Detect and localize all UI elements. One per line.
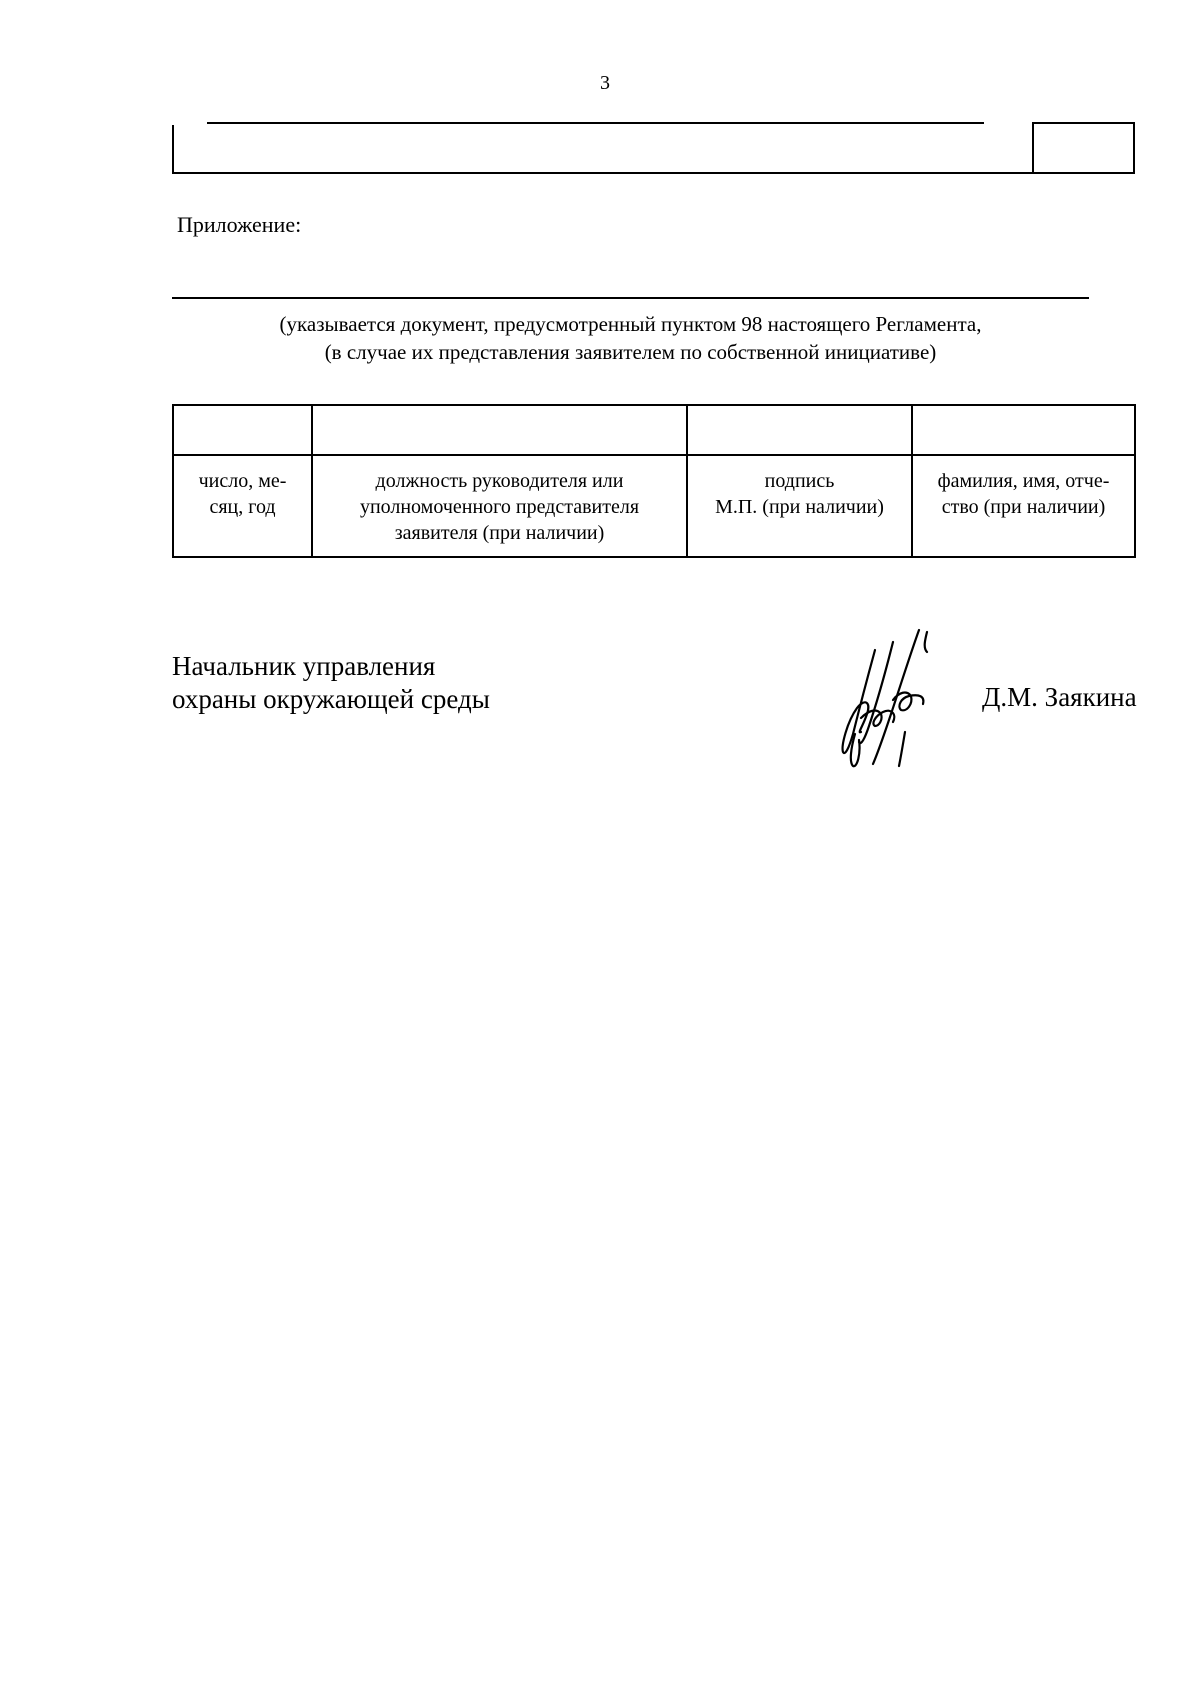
position-entry-cell — [312, 405, 687, 455]
attachment-hint — [172, 310, 1089, 366]
cell-label-line: подпись — [764, 470, 835, 492]
attachment-label: Приложение: — [177, 212, 302, 237]
attachment-hint-line: (указывается документ, предусмотренный пунктом 98 настоящего Регламента, — [279, 312, 982, 336]
position-label-cell — [312, 455, 687, 557]
signature-table — [172, 404, 1136, 558]
top-rule — [207, 122, 984, 124]
signatory-title-line: Начальник управления — [172, 651, 436, 681]
cell-label-line: сяц, год — [209, 496, 276, 518]
cell-label-line: уполномоченного представителя — [359, 496, 640, 518]
cell-label-line: заявителя (при наличии) — [394, 522, 605, 544]
cell-label-line: фамилия, имя, отче- — [937, 470, 1110, 492]
cell-label-line: число, ме- — [198, 470, 287, 492]
fullname-label-cell — [912, 455, 1135, 557]
handwritten-signature-icon — [835, 622, 945, 772]
signatory-title-line: охраны окружающей среды — [172, 684, 490, 714]
signature-entry-cell — [687, 405, 912, 455]
top-box-left-border — [172, 125, 174, 173]
table-row — [173, 455, 1135, 557]
signature-label-cell — [687, 455, 912, 557]
signatory-name: Д.М. Заякина — [982, 682, 1137, 712]
cell-label-line: должность руководителя или — [375, 470, 624, 492]
fullname-entry-cell — [912, 405, 1135, 455]
signatory-title — [172, 650, 490, 716]
top-box-cell — [1032, 122, 1135, 174]
page-number: 3 — [600, 72, 610, 94]
date-label-cell — [173, 455, 312, 557]
top-box-bottom-border — [172, 172, 1133, 174]
cell-label-line: М.П. (при наличии) — [715, 496, 884, 518]
attachment-fill-line — [172, 297, 1089, 299]
attachment-hint-line: (в случае их представления заявителем по собственной инициативе) — [324, 340, 937, 364]
date-entry-cell — [173, 405, 312, 455]
cell-label-line: ство (при наличии) — [941, 496, 1106, 518]
table-row — [173, 405, 1135, 455]
